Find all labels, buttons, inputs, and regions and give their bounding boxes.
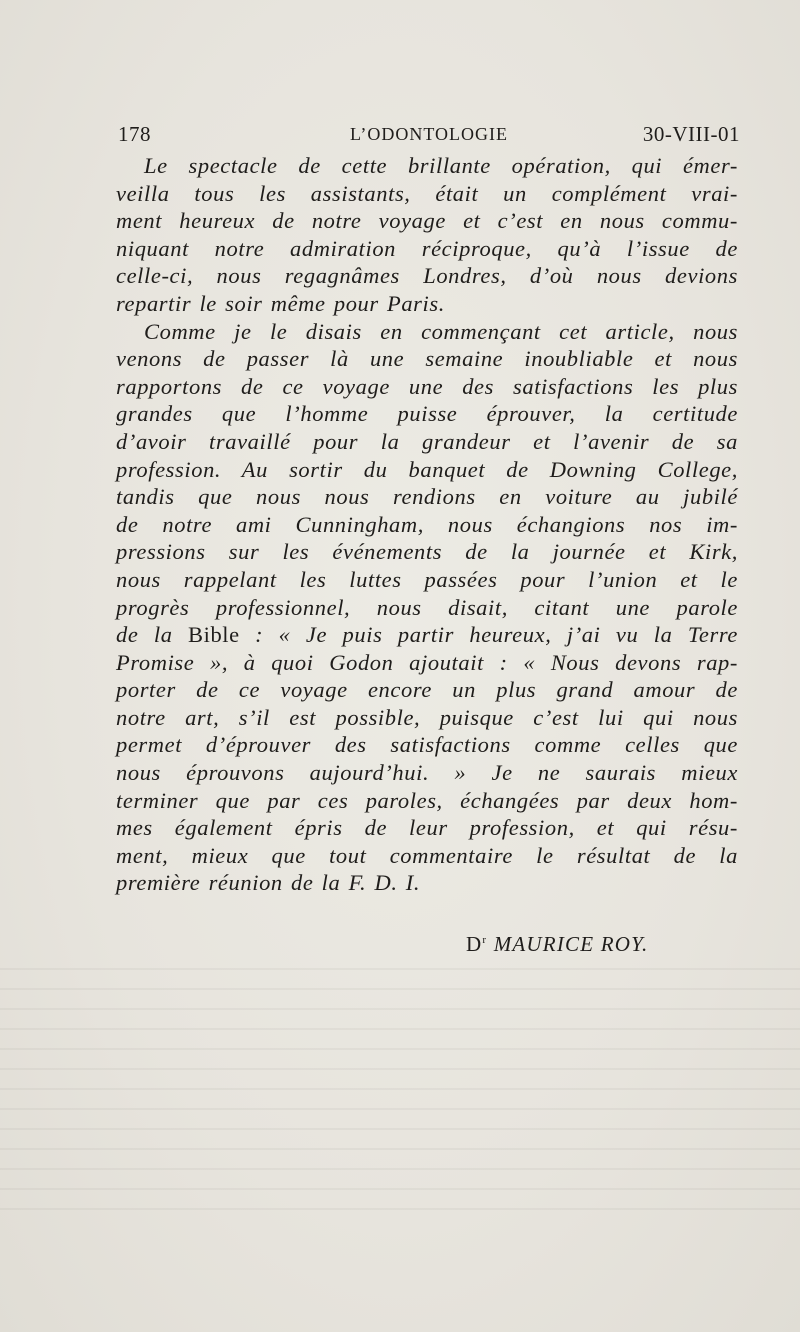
text-fragment: de la — [116, 622, 173, 648]
text-line: grandes que l’homme puisse éprouver, la certitude — [116, 401, 738, 427]
text-line: ment heureux de notre voyage et c’est en nous commu- — [116, 208, 738, 234]
text-line: repartir le soir même pour Paris. — [116, 290, 445, 316]
text-line: nous rappelant les luttes passées pour l’union et le — [116, 566, 738, 592]
text-line: terminer que par ces paroles, échangées par deux hom- — [116, 787, 738, 813]
text-line: niquant notre admiration réciproque, qu’à l’issue de — [116, 235, 738, 261]
author-signature — [466, 932, 649, 957]
text-line: profession. Au sortir du banquet de Downing College, — [116, 456, 738, 482]
signature-name: MAURICE ROY. — [493, 932, 649, 956]
text-line: de notre ami Cunningham, nous échangions nos im- — [116, 511, 738, 537]
text-line: veilla tous les assistants, était un complément vrai- — [116, 180, 738, 206]
text-line: Promise », à quoi Godon ajoutait : « Nous devons rap- — [116, 649, 738, 675]
article-body — [116, 152, 738, 897]
text-line: porter de ce voyage encore un plus grand amour de — [116, 677, 738, 703]
text-line: Comme je le disais en commençant cet article, nous — [144, 318, 738, 344]
text-line: rapportons de ce voyage une des satisfactions les plus — [116, 373, 738, 399]
running-header — [118, 122, 740, 150]
text-line-mixed — [116, 621, 738, 649]
text-line: progrès professionnel, nous disait, citant une parole — [116, 594, 738, 620]
text-line: nous éprouvons aujourd’hui. » Je ne saurais mieux — [116, 760, 738, 786]
text-line: permet d’éprouver des satisfactions comme celles que — [116, 732, 738, 758]
text-line: venons de passer là une semaine inoubliable et nous — [116, 346, 738, 372]
text-line: pressions sur les événements de la journée et Kirk, — [116, 539, 738, 565]
text-line: Le spectacle de cette brillante opération, qui émer- — [144, 153, 738, 178]
text-line: ment, mieux que tout commentaire le résultat de la — [116, 842, 738, 868]
text-line: notre art, s’il est possible, puisque c’est lui qui nous — [116, 704, 738, 730]
signature-prefix-sup: r — [482, 934, 488, 946]
text-fragment: : « Je puis partir heureux, j’ai vu la Terre — [255, 622, 738, 648]
page-number: 178 — [118, 122, 151, 146]
text-line: mes également épris de leur profession, et qui résu- — [116, 815, 738, 841]
text-line: d’avoir travaillé pour la grandeur et l’avenir de sa — [116, 428, 738, 454]
signature-prefix: D — [466, 932, 483, 956]
show-through-texture — [0, 950, 800, 1210]
issue-date: 30-VIII-01 — [642, 122, 740, 146]
text-line: celle-ci, nous regagnâmes Londres, d’où nous devions — [116, 263, 738, 289]
upright-word: Bible — [187, 622, 240, 648]
journal-title: L’ODONTOLOGIE — [350, 124, 508, 144]
text-line: tandis que nous nous rendions en voiture au jubilé — [116, 484, 738, 510]
text-line: première réunion de la F. D. I. — [116, 870, 421, 896]
